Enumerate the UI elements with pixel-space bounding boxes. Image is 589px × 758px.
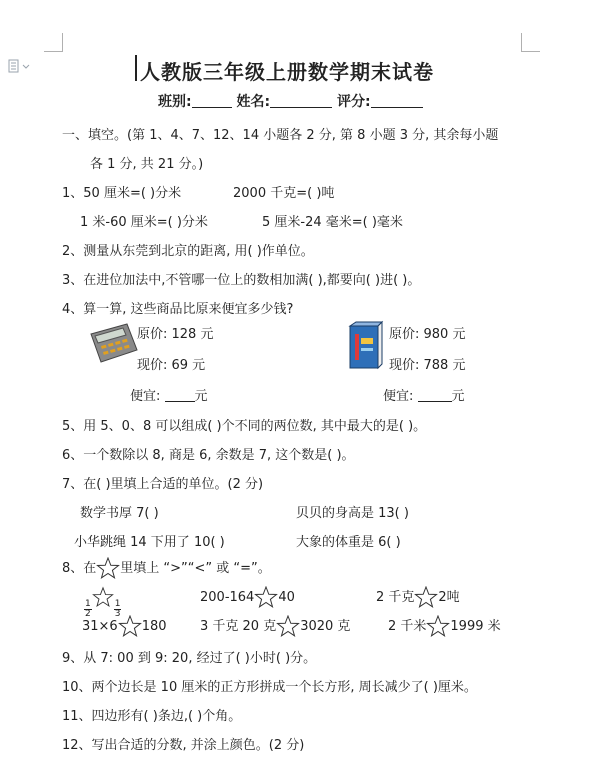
- q8-d: 31×6 180: [82, 615, 167, 637]
- score-blank[interactable]: [371, 93, 423, 108]
- crop-mark-top-right: [521, 33, 540, 52]
- text-cursor: [135, 55, 137, 81]
- item2-discount-blank[interactable]: [418, 387, 452, 402]
- q8-e: 3 千克 20 克 3020 克: [200, 615, 350, 637]
- q7-a: 数学书厚 7( ): [80, 506, 159, 521]
- item1-discount: 便宜: 元: [130, 389, 208, 404]
- q4-title: 4、算一算, 这些商品比原来便宜多少钱?: [62, 302, 294, 317]
- star-icon[interactable]: [118, 615, 142, 637]
- q8-title: 8、在 里填上 “>”“<” 或 “=”。: [62, 557, 271, 579]
- q10: 10、两个边长是 10 厘米的正方形拼成一个长方形, 周长减少了( )厘米。: [62, 680, 477, 695]
- q8-a: $\frac{1}{2}$ $\frac{1}{3}$: [84, 586, 121, 619]
- q3: 3、在进位加法中,不管哪一位上的数相加满( ),都要向( )进( )。: [62, 273, 421, 288]
- class-label: 班别:: [158, 94, 192, 110]
- item2-original-price: 原价: 980 元: [389, 327, 466, 342]
- star-icon[interactable]: [254, 586, 278, 608]
- name-label: 姓名:: [236, 94, 271, 110]
- star-icon: [96, 557, 120, 579]
- item2-current-price: 现价: 788 元: [389, 358, 466, 373]
- q8-f: 2 千米 1999 米: [388, 615, 501, 637]
- item1-original-price: 原价: 128 元: [137, 327, 214, 342]
- calculator-image: [83, 320, 139, 368]
- crop-mark-top-left: [44, 33, 63, 52]
- q8-c: 2 千克 2吨: [376, 586, 460, 608]
- q9: 9、从 7: 00 到 9: 20, 经过了( )小时( )分。: [62, 651, 317, 666]
- star-icon[interactable]: [426, 615, 450, 637]
- dictionary-image: [346, 320, 384, 376]
- q7-title: 7、在( )里填上合适的单位。(2 分): [62, 477, 264, 492]
- q6: 6、一个数除以 8, 商是 6, 余数是 7, 这个数是( )。: [62, 448, 355, 463]
- page-title: 人教版三年级上册数学期末试卷: [140, 60, 434, 84]
- q7-d: 大象的体重是 6( ): [296, 535, 401, 550]
- item1-discount-blank[interactable]: [165, 387, 195, 402]
- star-icon[interactable]: [276, 615, 300, 637]
- q7-c: 小华跳绳 14 下用了 10( ): [74, 535, 225, 550]
- q1-b: 2000 千克=( )吨: [233, 186, 335, 201]
- q5: 5、用 5、0、8 可以组成( )个不同的两位数, 其中最大的是( )。: [62, 419, 427, 434]
- document-icon[interactable]: [8, 58, 32, 77]
- q1-c: 1 米-60 厘米=( )分米: [80, 215, 208, 230]
- section1-title-line2: 各 1 分, 共 21 分。): [90, 157, 204, 172]
- item2-discount: 便宜: 元: [383, 389, 465, 404]
- section1-title-line1: 一、填空。(第 1、4、7、12、14 小题各 2 分, 第 8 小题 3 分, 其余每小题: [62, 128, 499, 143]
- q12: 12、写出合适的分数, 并涂上颜色。(2 分): [62, 738, 305, 753]
- q11: 11、四边形有( )条边,( )个角。: [62, 709, 242, 724]
- item1-current-price: 现价: 69 元: [137, 358, 206, 373]
- q2: 2、测量从东莞到北京的距离, 用( )作单位。: [62, 244, 314, 259]
- star-icon[interactable]: [92, 586, 114, 608]
- q8-b: 200-164 40: [200, 586, 295, 608]
- q7-b: 贝贝的身高是 13( ): [296, 506, 409, 521]
- q1-d: 5 厘米-24 毫米=( )毫米: [262, 215, 403, 230]
- class-blank[interactable]: [192, 93, 232, 108]
- name-blank[interactable]: [270, 93, 332, 108]
- header-fields: [158, 91, 423, 111]
- score-label: 评分:: [336, 94, 371, 110]
- q1-a: 1、50 厘米=( )分米: [62, 186, 182, 201]
- star-icon[interactable]: [414, 586, 438, 608]
